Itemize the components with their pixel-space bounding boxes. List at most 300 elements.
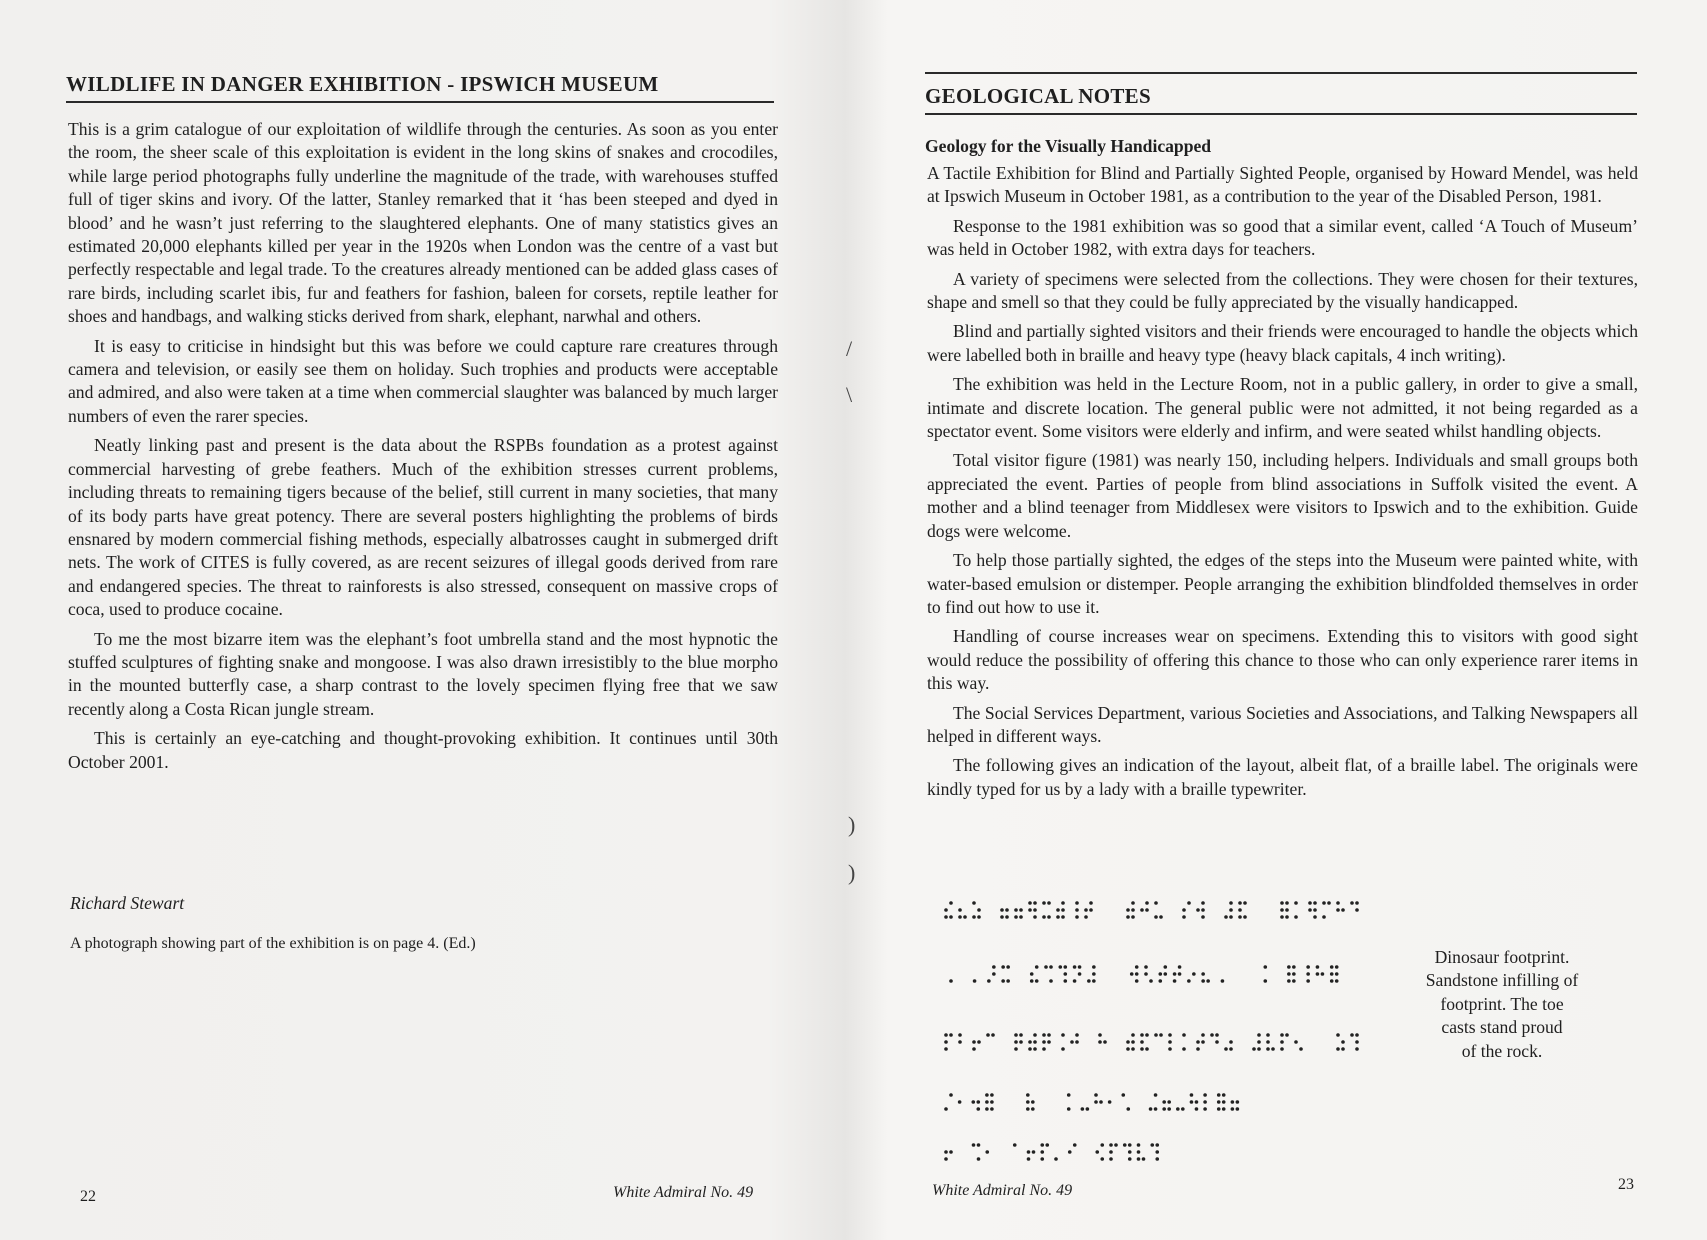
braille-dot <box>1098 1033 1102 1037</box>
braille-dot <box>1322 915 1326 919</box>
braille-dot <box>1163 965 1167 969</box>
braille-dot <box>1100 1157 1104 1161</box>
braille-dot <box>958 915 962 919</box>
braille-dot <box>1067 1107 1071 1111</box>
braille-dot <box>1176 1107 1180 1111</box>
braille-dot <box>1266 1047 1270 1051</box>
paragraph: It is easy to criticise in hindsight but this was before we could capture rare creatures through camera and television, or easily see them on holiday. Such trophies and products were acceptable and admired, and also were taken at a time when commercial slaughter was balanced by much larger numbers of even the rarer species. <box>68 335 778 426</box>
braille-dot <box>1075 901 1079 905</box>
braille-dot <box>1033 915 1037 919</box>
braille-dot <box>1033 901 1037 905</box>
braille-dot <box>1201 915 1205 919</box>
braille-dot <box>1103 1040 1107 1044</box>
braille-dot <box>1092 965 1096 969</box>
braille-dot <box>1137 1143 1141 1147</box>
braille-dot <box>1341 908 1345 912</box>
braille-dot <box>1092 972 1096 976</box>
braille-dot <box>1014 1040 1018 1044</box>
braille-dot <box>1155 1157 1159 1161</box>
braille-dot <box>1075 1033 1079 1037</box>
braille-dot <box>1168 1047 1172 1051</box>
braille-dot <box>1336 908 1340 912</box>
braille-label-caption <box>1388 946 1616 1063</box>
braille-dot <box>1306 965 1310 969</box>
braille-dot <box>1203 1107 1207 1111</box>
braille-dot <box>1061 915 1065 919</box>
braille-dot <box>1203 1100 1207 1104</box>
braille-dot <box>1167 1100 1171 1104</box>
braille-dot <box>1061 901 1065 905</box>
braille-dot <box>1014 915 1018 919</box>
braille-dot <box>1047 1040 1051 1044</box>
braille-dot <box>985 1150 989 1154</box>
braille-dot <box>1026 1100 1030 1104</box>
braille-dot <box>1128 1157 1132 1161</box>
braille-dot <box>976 1100 980 1104</box>
braille-dot <box>1144 965 1148 969</box>
braille-dot <box>1045 1143 1049 1147</box>
paragraph: The exhibition was held in the Lecture Room, not in a public gallery, in order to give a small, intimate and discrete location. The general public were not admitted, it not being regarded as a spectator event. Some visitors were elderly and infirm, and were seated whilst handling objects. <box>927 374 1638 442</box>
braille-dot <box>1154 1107 1158 1111</box>
braille-dot <box>1109 1150 1113 1154</box>
braille-dot <box>1005 915 1009 919</box>
braille-dot <box>1196 1040 1200 1044</box>
braille-dot <box>1182 1033 1186 1037</box>
braille-dot <box>992 972 996 976</box>
braille-dot <box>1163 972 1167 976</box>
braille-dot <box>1001 979 1005 983</box>
braille-dot <box>1068 1150 1072 1154</box>
braille-dot <box>1137 1157 1141 1161</box>
braille-dot <box>958 908 962 912</box>
braille-dot <box>1238 901 1242 905</box>
braille-dot <box>1145 908 1149 912</box>
braille-dot <box>973 979 977 983</box>
braille-dot <box>949 1033 953 1037</box>
paragraph: The Social Services Department, various Societies and Associations, and Talking Newspapers all helped in different ways. <box>927 702 1638 746</box>
braille-dot <box>1131 1047 1135 1051</box>
braille-dot <box>1355 1033 1359 1037</box>
braille-dot <box>1086 1107 1090 1111</box>
braille-dot <box>1313 908 1317 912</box>
braille-dot <box>1330 979 1334 983</box>
braille-dot <box>977 908 981 912</box>
braille-dot <box>1222 1107 1226 1111</box>
gutter-mark: ) <box>848 860 856 885</box>
braille-dot <box>1287 965 1291 969</box>
braille-dot <box>1028 901 1032 905</box>
article-body-wildlife <box>68 118 778 780</box>
braille-dot <box>1001 965 1005 969</box>
braille-dot <box>1135 972 1139 976</box>
braille-dot <box>1182 1047 1186 1051</box>
braille-dot <box>1168 1033 1172 1037</box>
braille-dot <box>1201 908 1205 912</box>
braille-dot <box>1195 1100 1199 1104</box>
braille-dot <box>1019 1040 1023 1044</box>
braille-dot <box>1308 901 1312 905</box>
braille-dot <box>1201 979 1205 983</box>
braille-dot <box>1031 1107 1035 1111</box>
braille-dot <box>1140 1047 1144 1051</box>
braille-dot <box>1229 901 1233 905</box>
paragraph: Handling of course increases wear on specimens. Extending this to visitors with good sight would reduce the possibility of offering this chance to those who can only experience rarer items in this way. <box>927 626 1638 694</box>
braille-dot <box>1026 1093 1030 1097</box>
braille-dot <box>1056 908 1060 912</box>
article-body-geology <box>927 162 1638 807</box>
braille-dot <box>1044 965 1048 969</box>
braille-dot <box>1316 965 1320 969</box>
braille-dot <box>1285 901 1289 905</box>
braille-dot <box>1335 965 1339 969</box>
braille-dot <box>1190 1100 1194 1104</box>
braille-dot <box>1042 1033 1046 1037</box>
braille-dot <box>1190 1093 1194 1097</box>
braille-dot <box>1109 1143 1113 1147</box>
braille-dot <box>1040 1143 1044 1147</box>
braille-dot <box>1306 979 1310 983</box>
braille-dot <box>1355 1040 1359 1044</box>
braille-dot <box>944 908 948 912</box>
braille-dot <box>1292 972 1296 976</box>
braille-dot <box>1140 1033 1144 1037</box>
braille-dot <box>1149 979 1153 983</box>
braille-dot <box>1042 915 1046 919</box>
braille-dot <box>1061 1047 1065 1051</box>
braille-dot <box>972 901 976 905</box>
braille-dot <box>1098 1040 1102 1044</box>
braille-dot <box>990 1107 994 1111</box>
braille-dot <box>1047 1033 1051 1037</box>
braille-dot <box>1063 972 1067 976</box>
braille-dot <box>1014 1033 1018 1037</box>
braille-dot <box>977 1157 981 1161</box>
braille-dot <box>1350 901 1354 905</box>
braille-dot <box>958 1033 962 1037</box>
braille-dot <box>992 965 996 969</box>
braille-dot <box>1067 1093 1071 1097</box>
braille-dot <box>1292 965 1296 969</box>
braille-dot <box>1026 1107 1030 1111</box>
braille-dot <box>1095 1150 1099 1154</box>
braille-dot <box>1236 1100 1240 1104</box>
braille-dot <box>1308 908 1312 912</box>
braille-dot <box>1150 1143 1154 1147</box>
braille-dot <box>1217 1107 1221 1111</box>
braille-dot <box>1217 1093 1221 1097</box>
braille-dot <box>1287 979 1291 983</box>
braille-dot <box>1327 901 1331 905</box>
braille-dot <box>1231 1107 1235 1111</box>
braille-dot <box>1100 1143 1104 1147</box>
braille-dot <box>1126 908 1130 912</box>
braille-dot <box>1271 1047 1275 1051</box>
braille-dot <box>1121 1093 1125 1097</box>
braille-dot <box>1092 979 1096 983</box>
braille-dot <box>977 915 981 919</box>
braille-dot <box>1243 915 1247 919</box>
braille-dot <box>1330 965 1334 969</box>
paragraph: To me the most bizarre item was the elephant’s foot umbrella stand and the most hypnotic the stuffed sculptures of fighting snake and mongoose. I was also drawn irresistibly to the blue morpho in the mounted butterfly case, a sharp contrast to the lovely specimen flying free that we saw recently along a Costa Rican jungle stream. <box>68 628 778 719</box>
braille-dot <box>1073 1143 1077 1147</box>
braille-dot <box>1061 1033 1065 1037</box>
braille-dot <box>1123 1143 1127 1147</box>
braille-dot <box>976 1107 980 1111</box>
braille-dot <box>1162 1100 1166 1104</box>
braille-dot <box>949 979 953 983</box>
braille-dot <box>1316 972 1320 976</box>
braille-dot <box>1033 908 1037 912</box>
braille-dot <box>963 915 967 919</box>
braille-dot <box>1019 915 1023 919</box>
braille-dot <box>987 979 991 983</box>
braille-dot <box>1028 1040 1032 1044</box>
braille-dot <box>949 1093 953 1097</box>
braille-dot <box>1221 979 1225 983</box>
gutter-mark: \ <box>846 382 853 407</box>
braille-dot <box>1084 915 1088 919</box>
paragraph: A variety of specimens were selected from the collections. They were chosen for their textures, shape and smell so that they could be fully appreciated by the visually handicapped. <box>927 268 1638 313</box>
braille-dot <box>1075 1040 1079 1044</box>
braille-dot <box>1070 1040 1074 1044</box>
braille-dot <box>1238 915 1242 919</box>
braille-dot <box>1294 1040 1298 1044</box>
braille-dot <box>1321 972 1325 976</box>
braille-dot <box>1159 1033 1163 1037</box>
braille-dot <box>1257 1040 1261 1044</box>
braille-dot <box>985 1100 989 1104</box>
braille-dot <box>1159 915 1163 919</box>
braille-dot <box>1201 972 1205 976</box>
caption-line: footprint. The toe <box>1440 993 1564 1014</box>
braille-dot <box>1094 1093 1098 1097</box>
braille-dot <box>1144 972 1148 976</box>
braille-dot <box>1330 972 1334 976</box>
braille-dot <box>1154 901 1158 905</box>
braille-dot <box>1280 1033 1284 1037</box>
braille-dot <box>1056 915 1060 919</box>
braille-dot <box>1033 1040 1037 1044</box>
braille-dot <box>1257 1047 1261 1051</box>
braille-dot <box>1078 972 1082 976</box>
braille-dot <box>1162 1107 1166 1111</box>
running-title-right: White Admiral No. 49 <box>932 1182 1073 1199</box>
braille-dot <box>1084 908 1088 912</box>
braille-dot <box>972 1040 976 1044</box>
braille-dot <box>1178 965 1182 969</box>
braille-dot <box>958 1040 962 1044</box>
braille-dot <box>1182 915 1186 919</box>
braille-dot <box>1006 979 1010 983</box>
top-rule <box>925 72 1637 74</box>
braille-dot <box>1047 915 1051 919</box>
braille-dot <box>1089 901 1093 905</box>
braille-dot <box>1126 1107 1130 1111</box>
braille-dot <box>1087 979 1091 983</box>
braille-dot <box>1280 901 1284 905</box>
braille-dot <box>985 1107 989 1111</box>
gutter-mark: / <box>846 336 853 361</box>
braille-dot <box>1128 1150 1132 1154</box>
braille-dot <box>1089 908 1093 912</box>
braille-dot <box>944 1107 948 1111</box>
braille-dot <box>1035 979 1039 983</box>
braille-dot <box>1203 1093 1207 1097</box>
editor-note: A photograph showing part of the exhibition is on page 4. (Ed.) <box>70 935 476 952</box>
braille-dot <box>1187 901 1191 905</box>
braille-dot <box>1341 1047 1345 1051</box>
braille-dot <box>1131 908 1135 912</box>
braille-dot <box>977 1040 981 1044</box>
braille-dot <box>1201 1033 1205 1037</box>
braille-dot <box>1032 1150 1036 1154</box>
braille-dot <box>1215 1033 1219 1037</box>
braille-dot <box>1229 1040 1233 1044</box>
article-subheading: Geology for the Visually Handicapped <box>925 136 1212 156</box>
braille-dot <box>944 1157 948 1161</box>
braille-dot <box>949 915 953 919</box>
braille-dot <box>1042 1040 1046 1044</box>
braille-dot <box>1014 908 1018 912</box>
braille-dot <box>1078 965 1082 969</box>
braille-dot <box>1229 1047 1233 1051</box>
braille-dot <box>985 1093 989 1097</box>
article-heading-wildlife: WILDLIFE IN DANGER EXHIBITION - IPSWICH MUSEUM <box>66 72 774 103</box>
braille-dot <box>1000 908 1004 912</box>
braille-dot <box>1341 1040 1345 1044</box>
braille-dot <box>1149 1107 1153 1111</box>
braille-dot <box>1292 979 1296 983</box>
braille-dot <box>1047 901 1051 905</box>
braille-label-illustration <box>940 895 1380 1175</box>
braille-dot <box>1182 908 1186 912</box>
braille-dot <box>1299 1047 1303 1051</box>
braille-dot <box>1287 972 1291 976</box>
braille-dot <box>944 1033 948 1037</box>
braille-dot <box>1336 1033 1340 1037</box>
author-signature: Richard Stewart <box>70 893 185 913</box>
braille-dot <box>1280 1047 1284 1051</box>
braille-dot <box>1335 972 1339 976</box>
braille-dot <box>1130 972 1134 976</box>
braille-dot <box>944 1040 948 1044</box>
braille-dot <box>1355 908 1359 912</box>
braille-dot <box>1266 1033 1270 1037</box>
braille-dot <box>1224 1047 1228 1051</box>
caption-line: of the rock. <box>1461 1040 1543 1061</box>
braille-dot <box>1145 1047 1149 1051</box>
braille-dot <box>1167 1107 1171 1111</box>
braille-dot <box>972 1047 976 1051</box>
braille-dot <box>1027 1157 1031 1161</box>
braille-dot <box>1063 965 1067 969</box>
page-number-left: 22 <box>80 1188 96 1205</box>
braille-dot <box>972 1143 976 1147</box>
running-title-left: White Admiral No. 49 <box>613 1184 754 1201</box>
braille-dot <box>1173 972 1177 976</box>
braille-dot <box>1229 908 1233 912</box>
paragraph: Response to the 1981 exhibition was so good that a similar event, called ‘A Touch of Museum’ was held in October 1982, with extra days for teachers. <box>927 215 1638 260</box>
braille-dot <box>1154 915 1158 919</box>
page-number-right: 23 <box>1618 1176 1634 1193</box>
braille-dot <box>1013 1143 1017 1147</box>
braille-dot <box>1075 915 1079 919</box>
braille-dot <box>1063 979 1067 983</box>
braille-dot <box>1054 1157 1058 1161</box>
braille-dot <box>1306 972 1310 976</box>
braille-dot <box>1094 1100 1098 1104</box>
caption-line: casts stand proud <box>1441 1017 1563 1038</box>
braille-dot <box>1145 901 1149 905</box>
braille-dot <box>1201 901 1205 905</box>
braille-dot <box>1135 979 1139 983</box>
braille-dot <box>1154 1093 1158 1097</box>
braille-dot <box>1131 915 1135 919</box>
braille-dot <box>1031 1100 1035 1104</box>
braille-dot <box>1006 965 1010 969</box>
braille-dot <box>991 1033 995 1037</box>
braille-dot <box>1224 915 1228 919</box>
braille-dot <box>1181 1107 1185 1111</box>
braille-dot <box>958 1100 962 1104</box>
braille-dot <box>1126 1040 1130 1044</box>
braille-dot <box>1073 979 1077 983</box>
braille-dot <box>1263 979 1267 983</box>
braille-dot <box>1126 1047 1130 1051</box>
braille-dot <box>1128 1143 1132 1147</box>
braille-dot <box>1014 1047 1018 1051</box>
braille-dot <box>1000 915 1004 919</box>
braille-dot <box>1155 1143 1159 1147</box>
braille-dot <box>1158 972 1162 976</box>
paragraph: Blind and partially sighted visitors and their friends were encouraged to handle the objects which were labelled both in braille and heavy type (heavy black capitals, 4 inch writing). <box>927 321 1638 365</box>
braille-dot <box>1231 1100 1235 1104</box>
braille-dot <box>1285 915 1289 919</box>
braille-dot <box>1075 908 1079 912</box>
braille-dot <box>1196 908 1200 912</box>
braille-dot <box>949 901 953 905</box>
section-heading-geological: GEOLOGICAL NOTES <box>925 84 1637 115</box>
braille-dot <box>1280 1040 1284 1044</box>
braille-dot <box>1042 1047 1046 1051</box>
braille-dot <box>1019 1033 1023 1037</box>
braille-dot <box>1155 1150 1159 1154</box>
braille-dot <box>1285 908 1289 912</box>
braille-dot <box>1313 901 1317 905</box>
caption-line: Dinosaur footprint. <box>1434 947 1570 967</box>
braille-dot <box>1081 1107 1085 1111</box>
braille-dot <box>1350 1033 1354 1037</box>
braille-dot <box>1196 1047 1200 1051</box>
braille-dot <box>1336 1047 1340 1051</box>
paragraph: Neatly linking past and present is the data about the RSPBs foundation as a protest against commercial harvesting of grebe feathers. Much of the exhibition stresses current problems, including threats to remaining tigers because of the belief, still current in many societies, that many of its body parts have great potency. There are several posters highlighting the problems of birds ensnared by modern commercial fishing methods, especially albatrosses caught in submerged drift nets. The work of CITES is fully covered, as are recent seizures of illegal goods derived from rare and endangered species. The threat to rainforests is also stressed, consequent on massive crops of coca, used to produce cocaine. <box>68 435 778 620</box>
braille-dot <box>990 1100 994 1104</box>
braille-dot <box>1335 979 1339 983</box>
braille-dot <box>1028 908 1032 912</box>
caption-line: Sandstone infilling of <box>1425 970 1579 991</box>
paragraph: This is a grim catalogue of our exploitation of wildlife through the centuries. As soon as you enter the room, the sheer scale of this exploitation is evident in the long skins of snakes and crocodiles, while large period photographs fully underline the magnitude of the trade, with warehouses stuffed full of tiger skins and ivory. Of the latter, Stanley remarked that it ‘has been steeped and dyed in blood’ and he wasn’t just referring to the slaughtered elephants. One of many statistics gives an estimated 20,000 elephants killed per year in the 1920s when London was the centre of a vast but perfectly respectable and legal trade. To the creatures already mentioned can be added glass cases of rare birds, including scarlet ibis, fur and feathers for fashion, baleen for corsets, reptile leather for shoes and handbags, and walking sticks derived from shark, elephant, narwhal and others. <box>68 119 778 327</box>
braille-dot <box>1030 979 1034 983</box>
braille-dot <box>1187 979 1191 983</box>
braille-dot <box>1073 965 1077 969</box>
braille-dot <box>986 1033 990 1037</box>
braille-dot <box>1049 979 1053 983</box>
braille-dot <box>944 1150 948 1154</box>
braille-dot <box>990 1093 994 1097</box>
braille-dot <box>1035 965 1039 969</box>
braille-dot <box>1263 965 1267 969</box>
braille-dot <box>1206 979 1210 983</box>
